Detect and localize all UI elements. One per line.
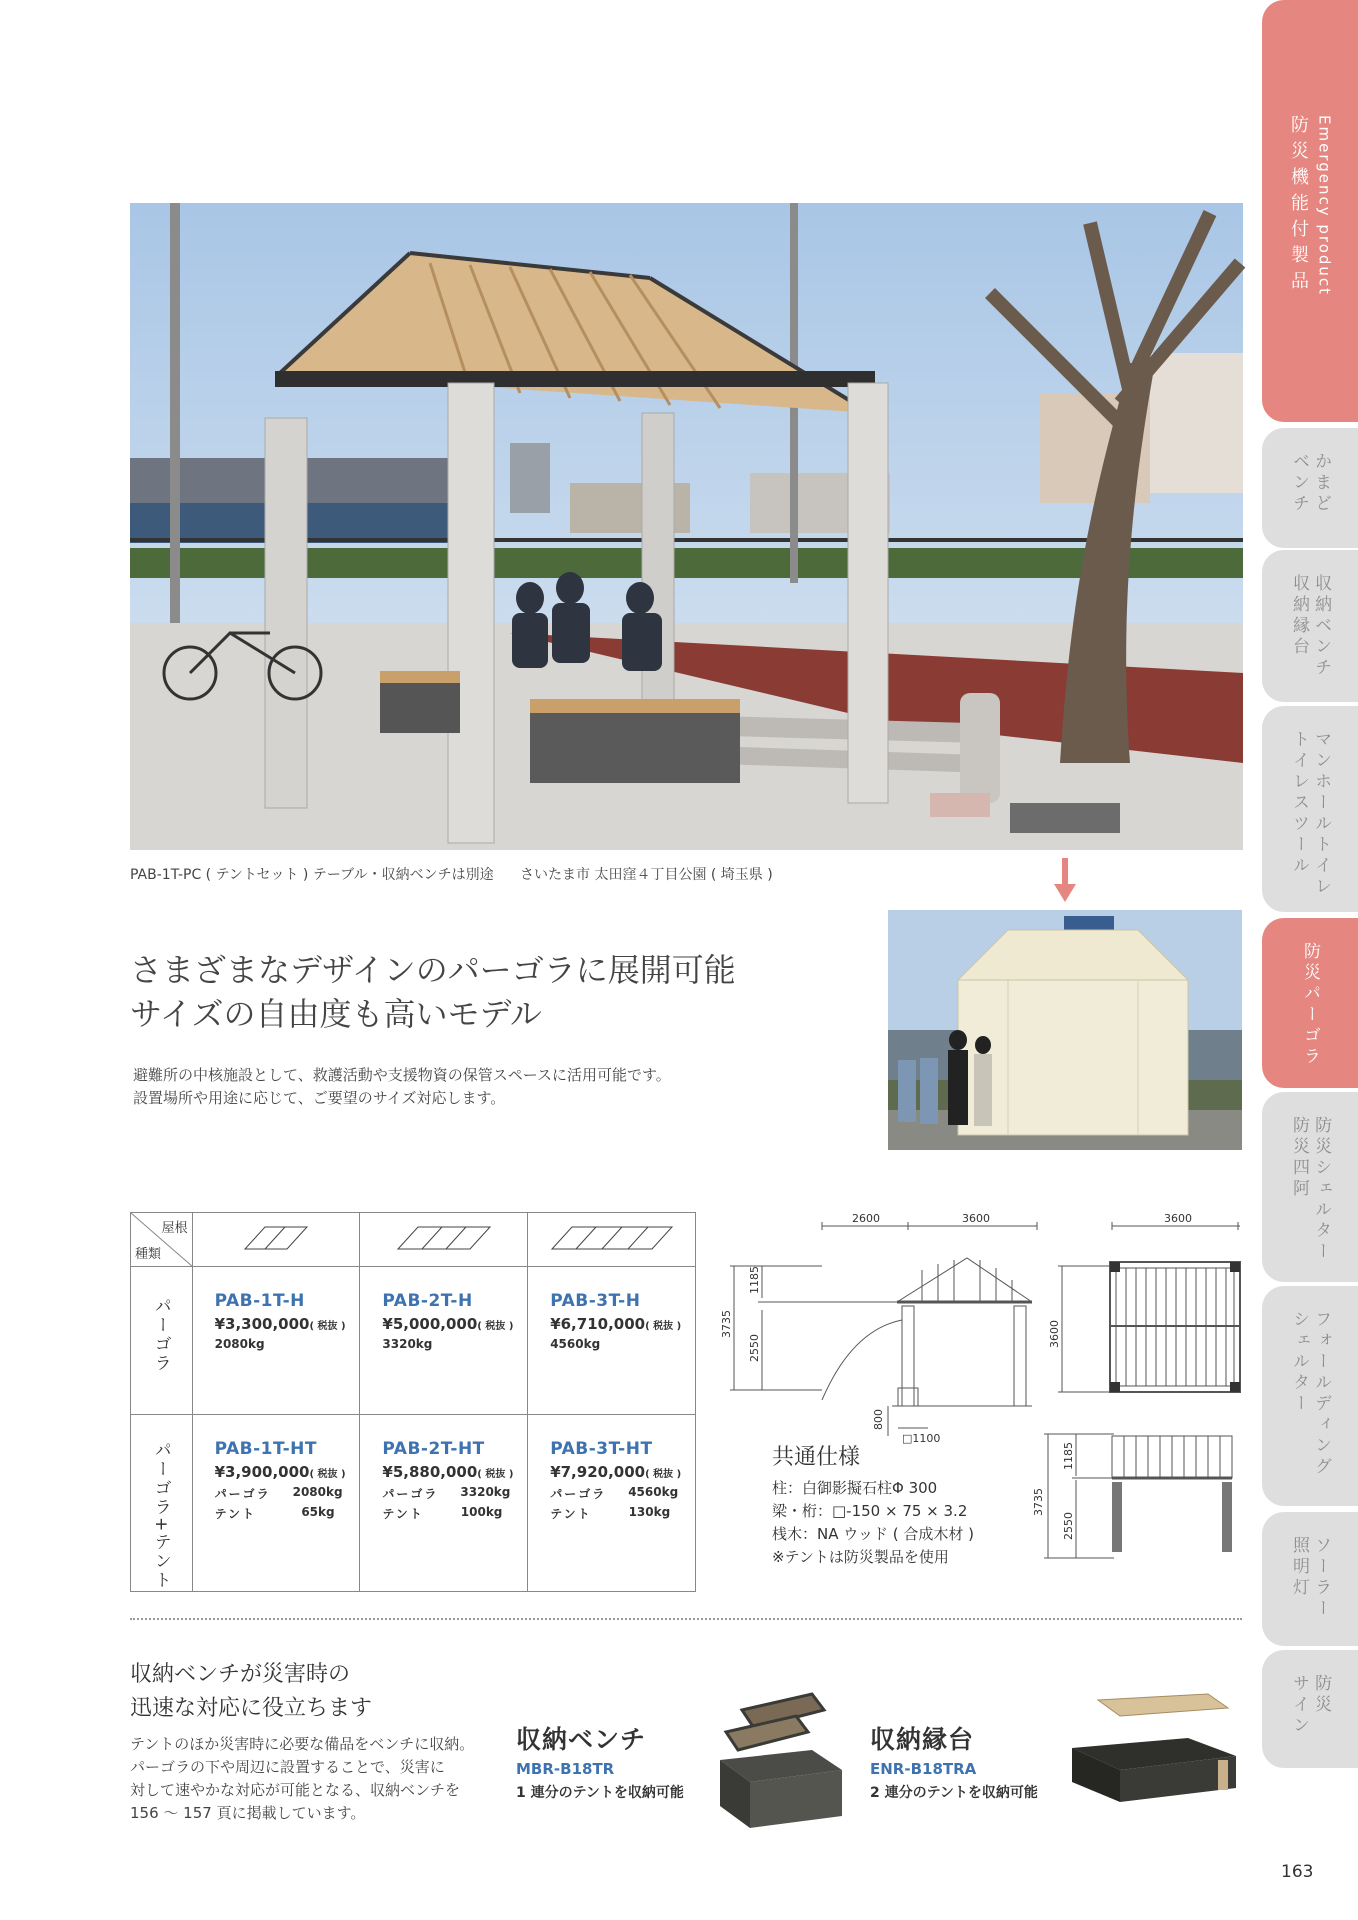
- product-price: ¥3,900,000: [214, 1463, 310, 1481]
- tax-note: ( 税抜 ): [309, 1321, 346, 1332]
- headline-line-2: サイズの自由度も高いモデル: [130, 995, 542, 1033]
- dim-1100: □1100: [902, 1432, 941, 1445]
- weight-label: パーゴラ: [382, 1487, 439, 1501]
- product-model: MBR-B18TR: [516, 1760, 615, 1778]
- arrow-down-icon: [1054, 858, 1076, 906]
- product-note: 1 連分のテントを収納可能: [516, 1785, 684, 1801]
- product-cell: [528, 1415, 696, 1592]
- tax-note: ( 税抜 ): [477, 1469, 514, 1480]
- product-price: ¥6,710,000: [550, 1315, 646, 1333]
- bench-text-line: 156 ～ 157 頁に掲載しています。: [130, 1804, 366, 1822]
- common-spec-title: 共通仕様: [772, 1445, 861, 1470]
- tab-label: フォールディング シェルター: [1289, 1310, 1332, 1478]
- row-pergola-tent-header: [131, 1415, 193, 1592]
- price-table: [130, 1212, 696, 1592]
- product-price-row: [550, 1315, 695, 1333]
- bench-text: [130, 1733, 474, 1825]
- tab-label: ソーラー 照明灯: [1289, 1536, 1332, 1620]
- product-weight: 4560kg: [550, 1337, 601, 1351]
- dim-1185: 1185: [748, 1266, 761, 1294]
- tab-disaster-pergola[interactable]: [1262, 918, 1358, 1088]
- product-weight: 3320kg: [382, 1337, 433, 1351]
- tab-label: 収納ベンチ 収納縁台: [1289, 574, 1332, 679]
- bench-heading-line: 収納ベンチが災害時の: [130, 1662, 351, 1687]
- storage-platform-info: [870, 1720, 1038, 1802]
- pergola-weight-row: [550, 1485, 695, 1502]
- tent-photo: [888, 910, 1242, 1150]
- spec-line: 桟木：NA ウッド ( 合成木材 ): [772, 1525, 974, 1543]
- tab-label: 防災シェルター 防災四阿: [1289, 1116, 1332, 1263]
- tab-solar-light[interactable]: [1262, 1512, 1358, 1646]
- common-spec: [772, 1440, 974, 1569]
- tax-note: ( 税抜 ): [477, 1321, 514, 1332]
- bench-text-line: テントのほか災害時に必要な備品をベンチに収納。: [130, 1735, 475, 1753]
- tab-label: マンホールトイレ トイレスツール: [1289, 730, 1332, 898]
- spec-line: 梁・桁：□-150 × 75 × 3.2: [772, 1502, 968, 1520]
- product-cell: [360, 1267, 528, 1415]
- weight-value: 4560kg: [628, 1485, 679, 1499]
- product-price-row: [215, 1463, 360, 1481]
- product-cell: [192, 1267, 360, 1415]
- tab-manhole-toilet[interactable]: [1262, 706, 1358, 912]
- pergola-photo: [130, 203, 1243, 850]
- tab-emergency-product[interactable]: [1262, 0, 1358, 422]
- dim-3600: 3600: [962, 1212, 990, 1225]
- product-cell: [528, 1267, 696, 1415]
- product-price-row: [382, 1463, 527, 1481]
- weight-value: 65kg: [301, 1505, 335, 1519]
- tent-weight-row: [550, 1505, 695, 1522]
- intro-line-1: 避難所の中核施設として、救護活動や支援物資の保管スペースに活用可能です。: [133, 1066, 671, 1084]
- product-price: ¥7,920,000: [550, 1463, 646, 1481]
- tax-note: ( 税抜 ): [645, 1469, 682, 1480]
- tab-sublabel: Emergency product: [1315, 115, 1334, 297]
- weight-label: テント: [550, 1507, 592, 1521]
- weight-value: 3320kg: [460, 1485, 511, 1499]
- roof-icon-1-span: [192, 1213, 360, 1267]
- tent-weight-row: [215, 1505, 360, 1522]
- product-code: PAB-3T-HT: [550, 1439, 653, 1459]
- storage-platform-image: [1068, 1690, 1244, 1810]
- tab-disaster-shelter[interactable]: [1262, 1092, 1358, 1282]
- bench-text-line: パーゴラの下や周辺に設置することで、災害に: [130, 1758, 445, 1776]
- pergola-weight-row: [382, 1485, 527, 1502]
- roof-icon-2-span: [360, 1213, 528, 1267]
- product-title: 収納縁台: [870, 1725, 975, 1754]
- corner-type-label: 種類: [135, 1247, 162, 1262]
- intro-line-2: 設置場所や用途に応じて、ご要望のサイズ対応します。: [133, 1089, 506, 1107]
- elevation-drawing: [722, 1210, 1042, 1450]
- product-price: ¥5,880,000: [382, 1463, 478, 1481]
- side-elevation-drawing: [1028, 1430, 1240, 1560]
- dim-2550: 2550: [1062, 1512, 1075, 1540]
- tax-note: ( 税抜 ): [309, 1469, 346, 1480]
- product-price: ¥3,300,000: [214, 1315, 310, 1333]
- roof-icon-3-span: [528, 1213, 696, 1267]
- product-code: PAB-2T-H: [382, 1291, 473, 1311]
- product-price: ¥5,000,000: [382, 1315, 478, 1333]
- spec-line: 柱：白御影擬石柱Φ 300: [772, 1479, 938, 1497]
- dim-3735: 3735: [1032, 1488, 1045, 1516]
- product-model: ENR-B18TRA: [870, 1760, 977, 1778]
- headline-line-1: さまざまなデザインのパーゴラに展開可能: [130, 951, 736, 989]
- dim-3735: 3735: [720, 1310, 733, 1338]
- storage-bench-image: [712, 1690, 848, 1830]
- tax-note: ( 税抜 ): [645, 1321, 682, 1332]
- weight-label: パーゴラ: [550, 1487, 607, 1501]
- dim-800: 800: [872, 1409, 885, 1430]
- product-code: PAB-3T-H: [550, 1291, 641, 1311]
- row-label: パーゴラ: [150, 1297, 171, 1373]
- dim-2550: 2550: [748, 1334, 761, 1362]
- bench-text-line: 対して速やかな対応が可能となる、収納ベンチを: [130, 1781, 461, 1799]
- tent-weight-row: [382, 1505, 527, 1522]
- tab-label: 防災パーゴラ: [1300, 942, 1321, 1068]
- dim-3600: 3600: [1164, 1212, 1192, 1225]
- photo-caption-product: PAB-1T-PC ( テントセット ) テーブル・収納ベンチは別途: [130, 867, 494, 883]
- tab-folding-shelter[interactable]: [1262, 1286, 1358, 1506]
- product-price-row: [550, 1463, 695, 1481]
- tab-label: かまど ベンチ: [1289, 452, 1332, 515]
- bench-heading: [130, 1658, 372, 1726]
- product-code: PAB-1T-HT: [214, 1439, 317, 1459]
- product-note: 2 連分のテントを収納可能: [870, 1785, 1038, 1801]
- product-weight: 2080kg: [214, 1337, 265, 1351]
- row-pergola-header: [131, 1267, 193, 1415]
- product-cell: [192, 1415, 360, 1592]
- row-label: パーゴラ+テント: [150, 1441, 171, 1591]
- product-price-row: [382, 1315, 527, 1333]
- spec-line: ※テントは防災製品を使用: [772, 1548, 949, 1566]
- page-number: 163: [1281, 1862, 1314, 1882]
- weight-value: 100kg: [460, 1505, 503, 1519]
- tab-storage-bench[interactable]: [1262, 550, 1358, 702]
- weight-value: 2080kg: [292, 1485, 343, 1499]
- tab-label: 防災機能付製品: [1287, 115, 1309, 297]
- product-title: 収納ベンチ: [516, 1725, 647, 1754]
- tab-label: 防災 サイン: [1289, 1674, 1332, 1737]
- dim-3600: 3600: [1048, 1320, 1061, 1348]
- bench-heading-line: 迅速な対応に役立ちます: [130, 1696, 373, 1721]
- weight-value: 130kg: [628, 1505, 671, 1519]
- storage-bench-info: [516, 1720, 684, 1802]
- photo-caption-location: さいたま市 太田窪４丁目公園 ( 埼玉県 ): [520, 867, 773, 883]
- plan-drawing: [1050, 1210, 1240, 1400]
- product-cell: [360, 1415, 528, 1592]
- dim-2600: 2600: [852, 1212, 880, 1225]
- product-code: PAB-1T-H: [214, 1291, 305, 1311]
- weight-label: テント: [382, 1507, 424, 1521]
- section-headline: [130, 948, 736, 1036]
- corner-roof-label: 屋根: [161, 1221, 188, 1236]
- weight-label: パーゴラ: [214, 1487, 271, 1501]
- section-divider: [130, 1618, 1242, 1620]
- tab-kamado-bench[interactable]: [1262, 428, 1358, 548]
- weight-label: テント: [214, 1507, 256, 1521]
- table-corner: [131, 1213, 193, 1267]
- intro-text: [133, 1064, 671, 1110]
- product-code: PAB-2T-HT: [382, 1439, 485, 1459]
- tab-disaster-sign[interactable]: [1262, 1650, 1358, 1768]
- dim-1185: 1185: [1062, 1442, 1075, 1470]
- product-price-row: [215, 1315, 360, 1333]
- pergola-weight-row: [215, 1485, 360, 1502]
